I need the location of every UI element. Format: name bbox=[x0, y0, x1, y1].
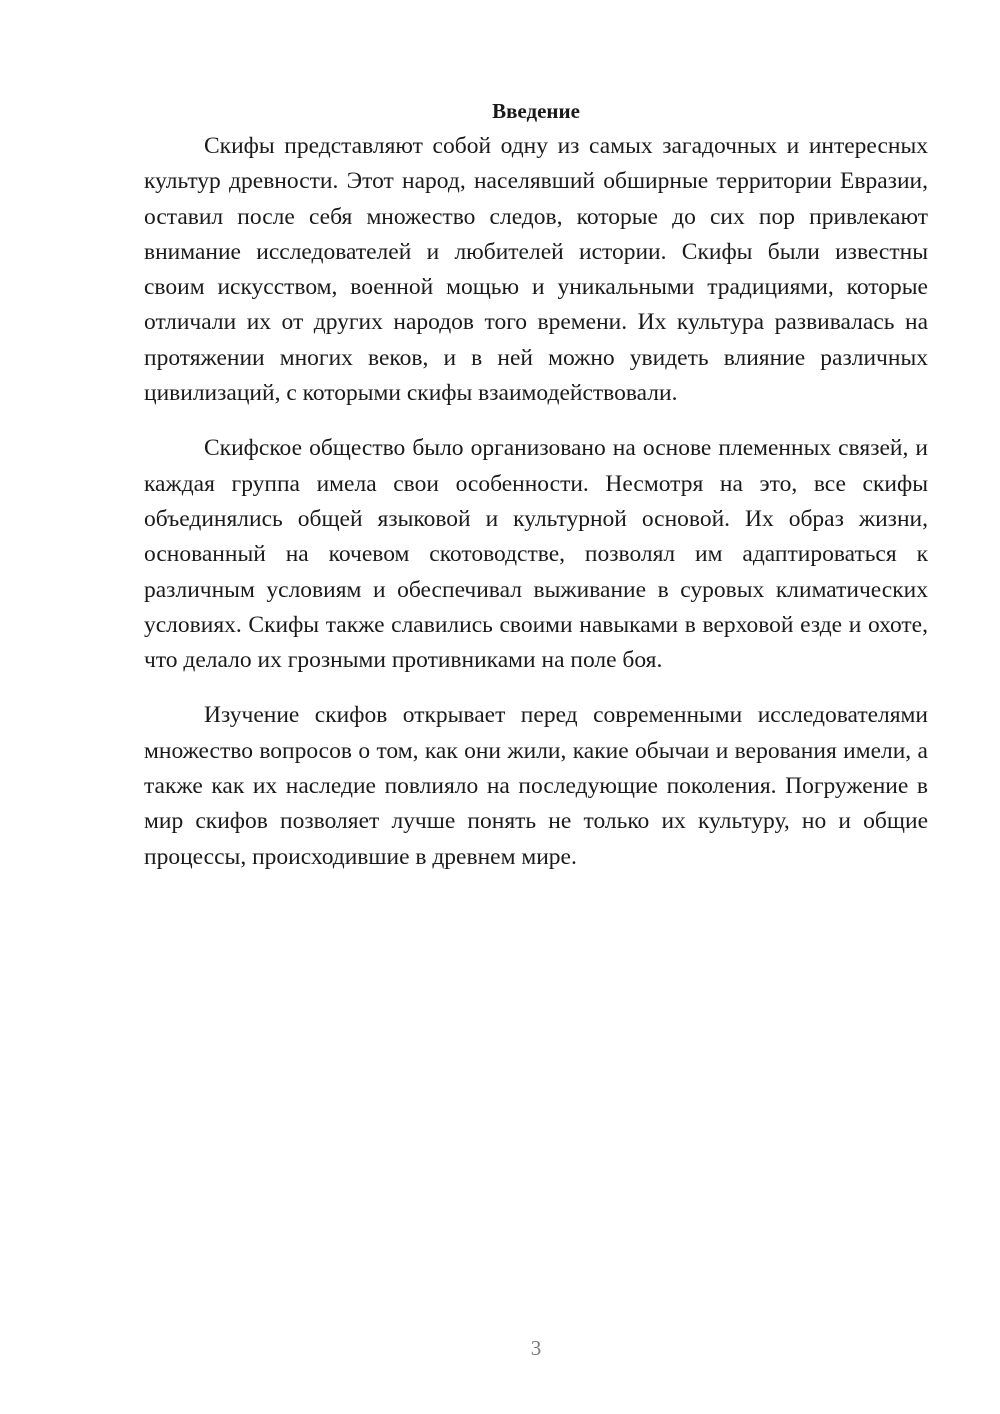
paragraph-3: Изучение скифов открывает перед современными исследователями множество вопросов о том, как они жили, какие обычаи и верования имели, а также как их наследие повлияло на последующие поколения. Погружение в мир скифов позволяет лучше понять не только их культуру, но и общие процессы, происходившие в древнем мире. bbox=[144, 702, 928, 870]
page-content bbox=[144, 95, 928, 895]
paragraph-2: Скифское общество было организовано на основе племенных связей, и каждая группа имела свои особенности. Несмотря на это, все скифы объединялись общей языковой и культурной основой. Их образ жизни, основанный на кочевом скотоводстве, позволял им адаптироваться к различным условиям и обеспечивал выживание в суровых климатических условиях. Скифы также славились своими навыками в верховой езде и охоте, что делало их грозными противниками на поле боя. bbox=[144, 435, 928, 674]
page-number: 3 bbox=[530, 1336, 542, 1360]
paragraph-1: Скифы представляют собой одну из самых загадочных и интересных культур древности. Этот народ, населявший обширные территории Евразии, оставил после себя множество следов, которые до сих пор привлекают внимание исследователей и любителей истории. Скифы были известны своим искусством, военной мощью и уникальными традициями, которые отличали их от других народов того времени. Их культура развивалась на протяжении многих веков, и в ней можно увидеть влияние различных цивилизаций, с которыми скифы взаимодействовали. bbox=[144, 133, 928, 407]
section-heading: Введение bbox=[492, 99, 580, 123]
